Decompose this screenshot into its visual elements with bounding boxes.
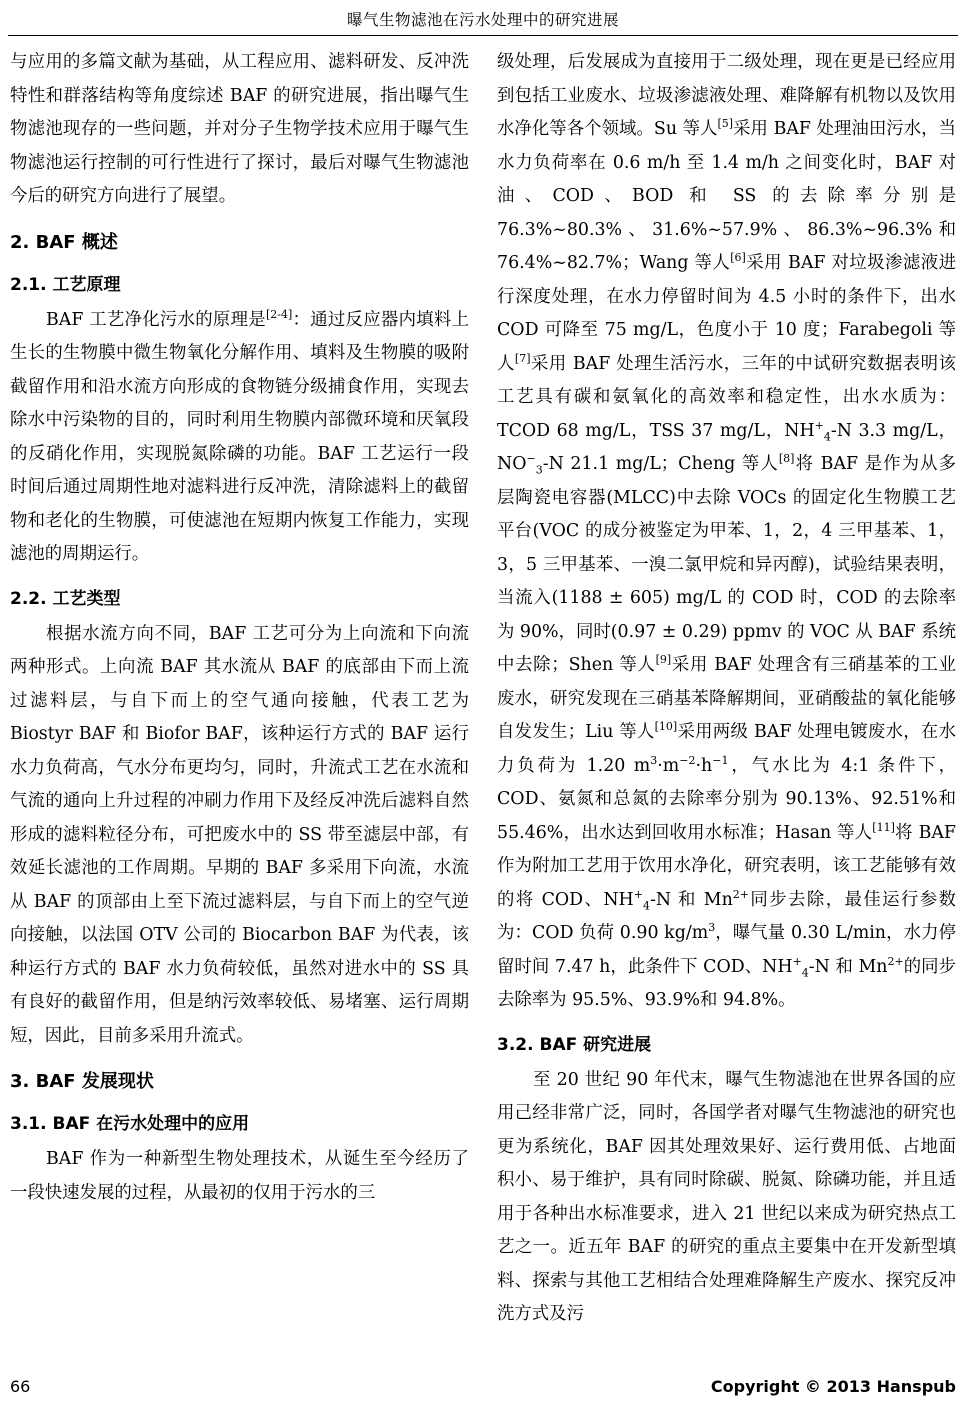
citation-ref-10: [10] (654, 720, 678, 734)
text-run-b: 采用 BAF 处理油田污水，当水力负荷率在 0.6 m/h 至 1.4 m/h 之间变化时，BAF 对油、COD、BOD 和 SS 的去除率分别是 76.3%~80.3%、31.6%~57.9%、86.3%~96.3%和 76.4%~82.7%；Wang 等人 (497, 119, 956, 273)
text-run-k: ，曝气量 0.30 L/min，水力停留时间 7.47 h，此条件下 COD、 (497, 923, 956, 977)
formula-ammonium (784, 418, 831, 443)
unit-exponent-minus2: −2 (679, 753, 696, 767)
text-run-i: 将 BAF 作为附加工艺用于饮用水净化，研究表明，该工艺能够有效的将 COD、 (497, 822, 956, 910)
paragraph-2-1-pre: BAF 工艺净化污水的原理是 (46, 309, 266, 330)
left-column (10, 46, 469, 1346)
paragraph-3-1: BAF 作为一种新型生物处理技术，从诞生至今经历了一段快速发展的过程，从最初的仅用于污水的三 (10, 1149, 469, 1203)
text-run-chem2-tail: -N 和 Mn (649, 889, 733, 910)
text-run-g: 采用两级 BAF 处理电镀废水，在水力负荷为 1.20 m (497, 722, 956, 776)
paragraph-2-2: 根据水流方向不同，BAF 工艺可分为上向流和下向流两种形式。上向流 BAF 其水流从 BAF 的底部由下而上流过滤料层，与自下而上的空气通向接触，代表工艺为 Biostyr BAF 和 Biofor BAF，该种运行方式的 BAF 运行水力负荷高，气水分布更均匀，同时，升流式工艺在水流和气流的通向上升过程的冲刷力作用下及经反冲洗后滤料自然形成的滤料粒径分布，可把废水中的 SS 带至滤层中部，有效延长滤池的工作周期。早期的 BAF 多采用下向流，水流从 BAF 的顶部由上至下流过滤料层，与自下而上的空气逆向接触，以法国 OTV 公司的 Biocarbon BAF 为代表，该种运行方式的 BAF 水力负荷较低，虽然对进水中的 SS 具有良好的截留作用，但是纳污效率较低、易堵塞、运行周期短，因此，目前多采用升流式。 (10, 623, 469, 1046)
unit-mid: ·m (657, 755, 680, 776)
text-run-chem3-tail: -N 和 Mn (808, 956, 888, 977)
heading-section-3-1: 3.1. BAF 在污水处理中的应用 (10, 1114, 250, 1134)
chem-nh-charge: + (814, 418, 824, 432)
citation-ref-11: [11] (872, 820, 895, 834)
chem-no-count: 3 (535, 463, 543, 477)
formula-ammonium-3 (762, 954, 809, 979)
formula-nitrate (497, 452, 543, 477)
chem3-nh-count: 4 (801, 965, 809, 979)
paragraph-2-1-post: ：通过反应器内填料上生长的生物膜中微生物氧化分解作用、填料及生物膜的吸附截留作用和沿水流方向形成的食物链分级捕食作用，实现去除水中污染物的目的，同时利用生物膜内部微环境和厌氧段的反硝化作用，实现脱氮除磷的功能。BAF 工艺运行一段时间后通过周期性地对滤料进行反冲洗，清除滤料上的截留物和老化的生物膜，可使滤池在短期内恢复工作能力，实现滤池的周期运行。 (10, 309, 469, 564)
chem2-mn-charge: 2+ (732, 887, 749, 901)
chem3-nh: NH (762, 956, 793, 977)
heading-section-3-2: 3.2. BAF 研究进展 (497, 1034, 652, 1055)
citation-ref-6: [6] (730, 251, 746, 265)
heading-section-3: 3. BAF 发展现状 (10, 1071, 154, 1092)
text-run-d: 采用 BAF 处理生活污水，三年的中试研究数据表明该工艺具有碳和氨氧化的高效率和稳定性，出水水质为：TCOD 68 mg/L，TSS 37 mg/L， (497, 353, 956, 441)
text-run-e: 将 BAF 是作为从多层陶瓷电容器(MLCC)中去除 VOCs 的固定化生物膜工艺平台(VOC 的成分被鉴定为甲苯、1，2，4 三甲基苯、1，3，5 三甲基苯、一溴二氯甲烷和异丙醇)，试验结果表明，当流入(1188 ± 605) mg/L 的 COD 时，COD 的去除率为 90%，同时(0.97 ± 0.29) ppmv 的 VOC 从 BAF 系统中去除；Shen 等人 (497, 454, 957, 675)
heading-section-2-2: 2.2. 工艺类型 (10, 588, 121, 609)
text-run-a: 级处理，后发展成为直接用于二级处理，现在更是已经应用到包括工业废水、垃圾渗滤液处理、难降解有机物以及饮用水净化等各个领域。Su 等人 (497, 52, 956, 139)
unit-m3-exponent: 3 (708, 921, 716, 935)
chem-no: NO (497, 454, 527, 474)
chem2-nh-count: 4 (642, 898, 650, 912)
formula-ammonium-2 (603, 887, 650, 912)
text-run-nh4-tail: -N 3.3 mg/L， (830, 420, 956, 441)
text-run-no3-tail: -N 21.1 mg/L；Cheng 等人 (542, 454, 779, 474)
two-column-body (10, 46, 956, 1346)
citation-ref-9: [9] (655, 653, 672, 667)
text-run-l: 的同步去除率为 95.5%、93.9%和 94.8%。 (497, 956, 956, 1010)
paragraph-3-1-continued (497, 46, 956, 1018)
paragraph-continued: 与应用的多篇文献为基础，从工程应用、滤料研发、反冲洗特性和群落结构等角度综述 BAF 的研究进展，指出曝气生物滤池现存的一些问题，并对分子生物学技术应用于曝气生物滤池运行控制的可行性进行了探讨，最后对曝气生物滤池今后的研究方向进行了展望。 (10, 52, 469, 206)
paragraph-3-2: 至 20 世纪 90 年代末，曝气生物滤池在世界各国的应用己经非常广泛，同时，各国学者对曝气生物滤池的研究也更为系统化，BAF 因其处理效果好、运行费用低、占地面积小、易于维护，具有同时除碳、脱氮、除磷功能，并且适用于各种出水标准要求，进入 21 世纪以来成为研究热点工艺之一。近五年 BAF 的研究的重点主要集中在开发新型填料、探索与其他工艺相结合处理难降解生产废水、探究反冲洗方式及污 (497, 1069, 956, 1324)
text-run-j: 同步去除，最佳运行参数为：COD 负荷 0.90 kg/m (497, 889, 956, 943)
citation-ref-5: [5] (717, 117, 734, 131)
unit-exponent-3: 3 (650, 753, 658, 767)
header-divider (8, 35, 958, 36)
heading-section-2: 2. BAF 概述 (10, 231, 118, 253)
chem-nh: NH (784, 420, 815, 441)
text-run-f: 采用 BAF 处理含有三硝基苯的工业废水，研究发现在三硝基苯降解期间，亚硝酸盐的氧化能够自发发生；Liu 等人 (497, 655, 956, 742)
running-header: 曝气生物滤池在污水处理中的研究进展 (346, 11, 619, 29)
unit-exponent-minus1: −1 (712, 753, 729, 767)
right-column (497, 46, 956, 1346)
chem2-nh: NH (603, 889, 634, 910)
citation-ref-7: [7] (514, 351, 531, 365)
chem2-nh-charge: + (633, 887, 643, 901)
paragraph-2-1 (10, 304, 469, 572)
citation-ref-2-4: [2-4] (265, 307, 293, 321)
heading-section-2-1: 2.1. 工艺原理 (10, 274, 121, 295)
text-run-c: 采用 BAF 对垃圾渗滤液进行深度处理，在水力停留时间为 4.5 小时的条件下，出水 COD 可降至 75 mg/L，色度小于 10 度；Farabegoli 等人 (497, 253, 957, 374)
chem3-mn-charge: 2+ (887, 954, 904, 968)
copyright-notice: Copyright © 2013 Hanspub (710, 1377, 956, 1396)
chem3-nh-charge: + (792, 954, 802, 968)
page-footer (10, 1377, 956, 1396)
page-number: 66 (10, 1377, 31, 1396)
citation-ref-8: [8] (778, 452, 795, 466)
chem-nh-count: 4 (823, 429, 831, 443)
unit-hour: ·h (695, 755, 713, 776)
chem-no-charge: − (526, 452, 536, 466)
text-run-h: ，气水比为 4:1 条件下，COD、氨氮和总氮的去除率分别为 90.13%、92.51%和 55.46%，出水达到回收用水标准；Hasan 等人 (497, 755, 956, 843)
